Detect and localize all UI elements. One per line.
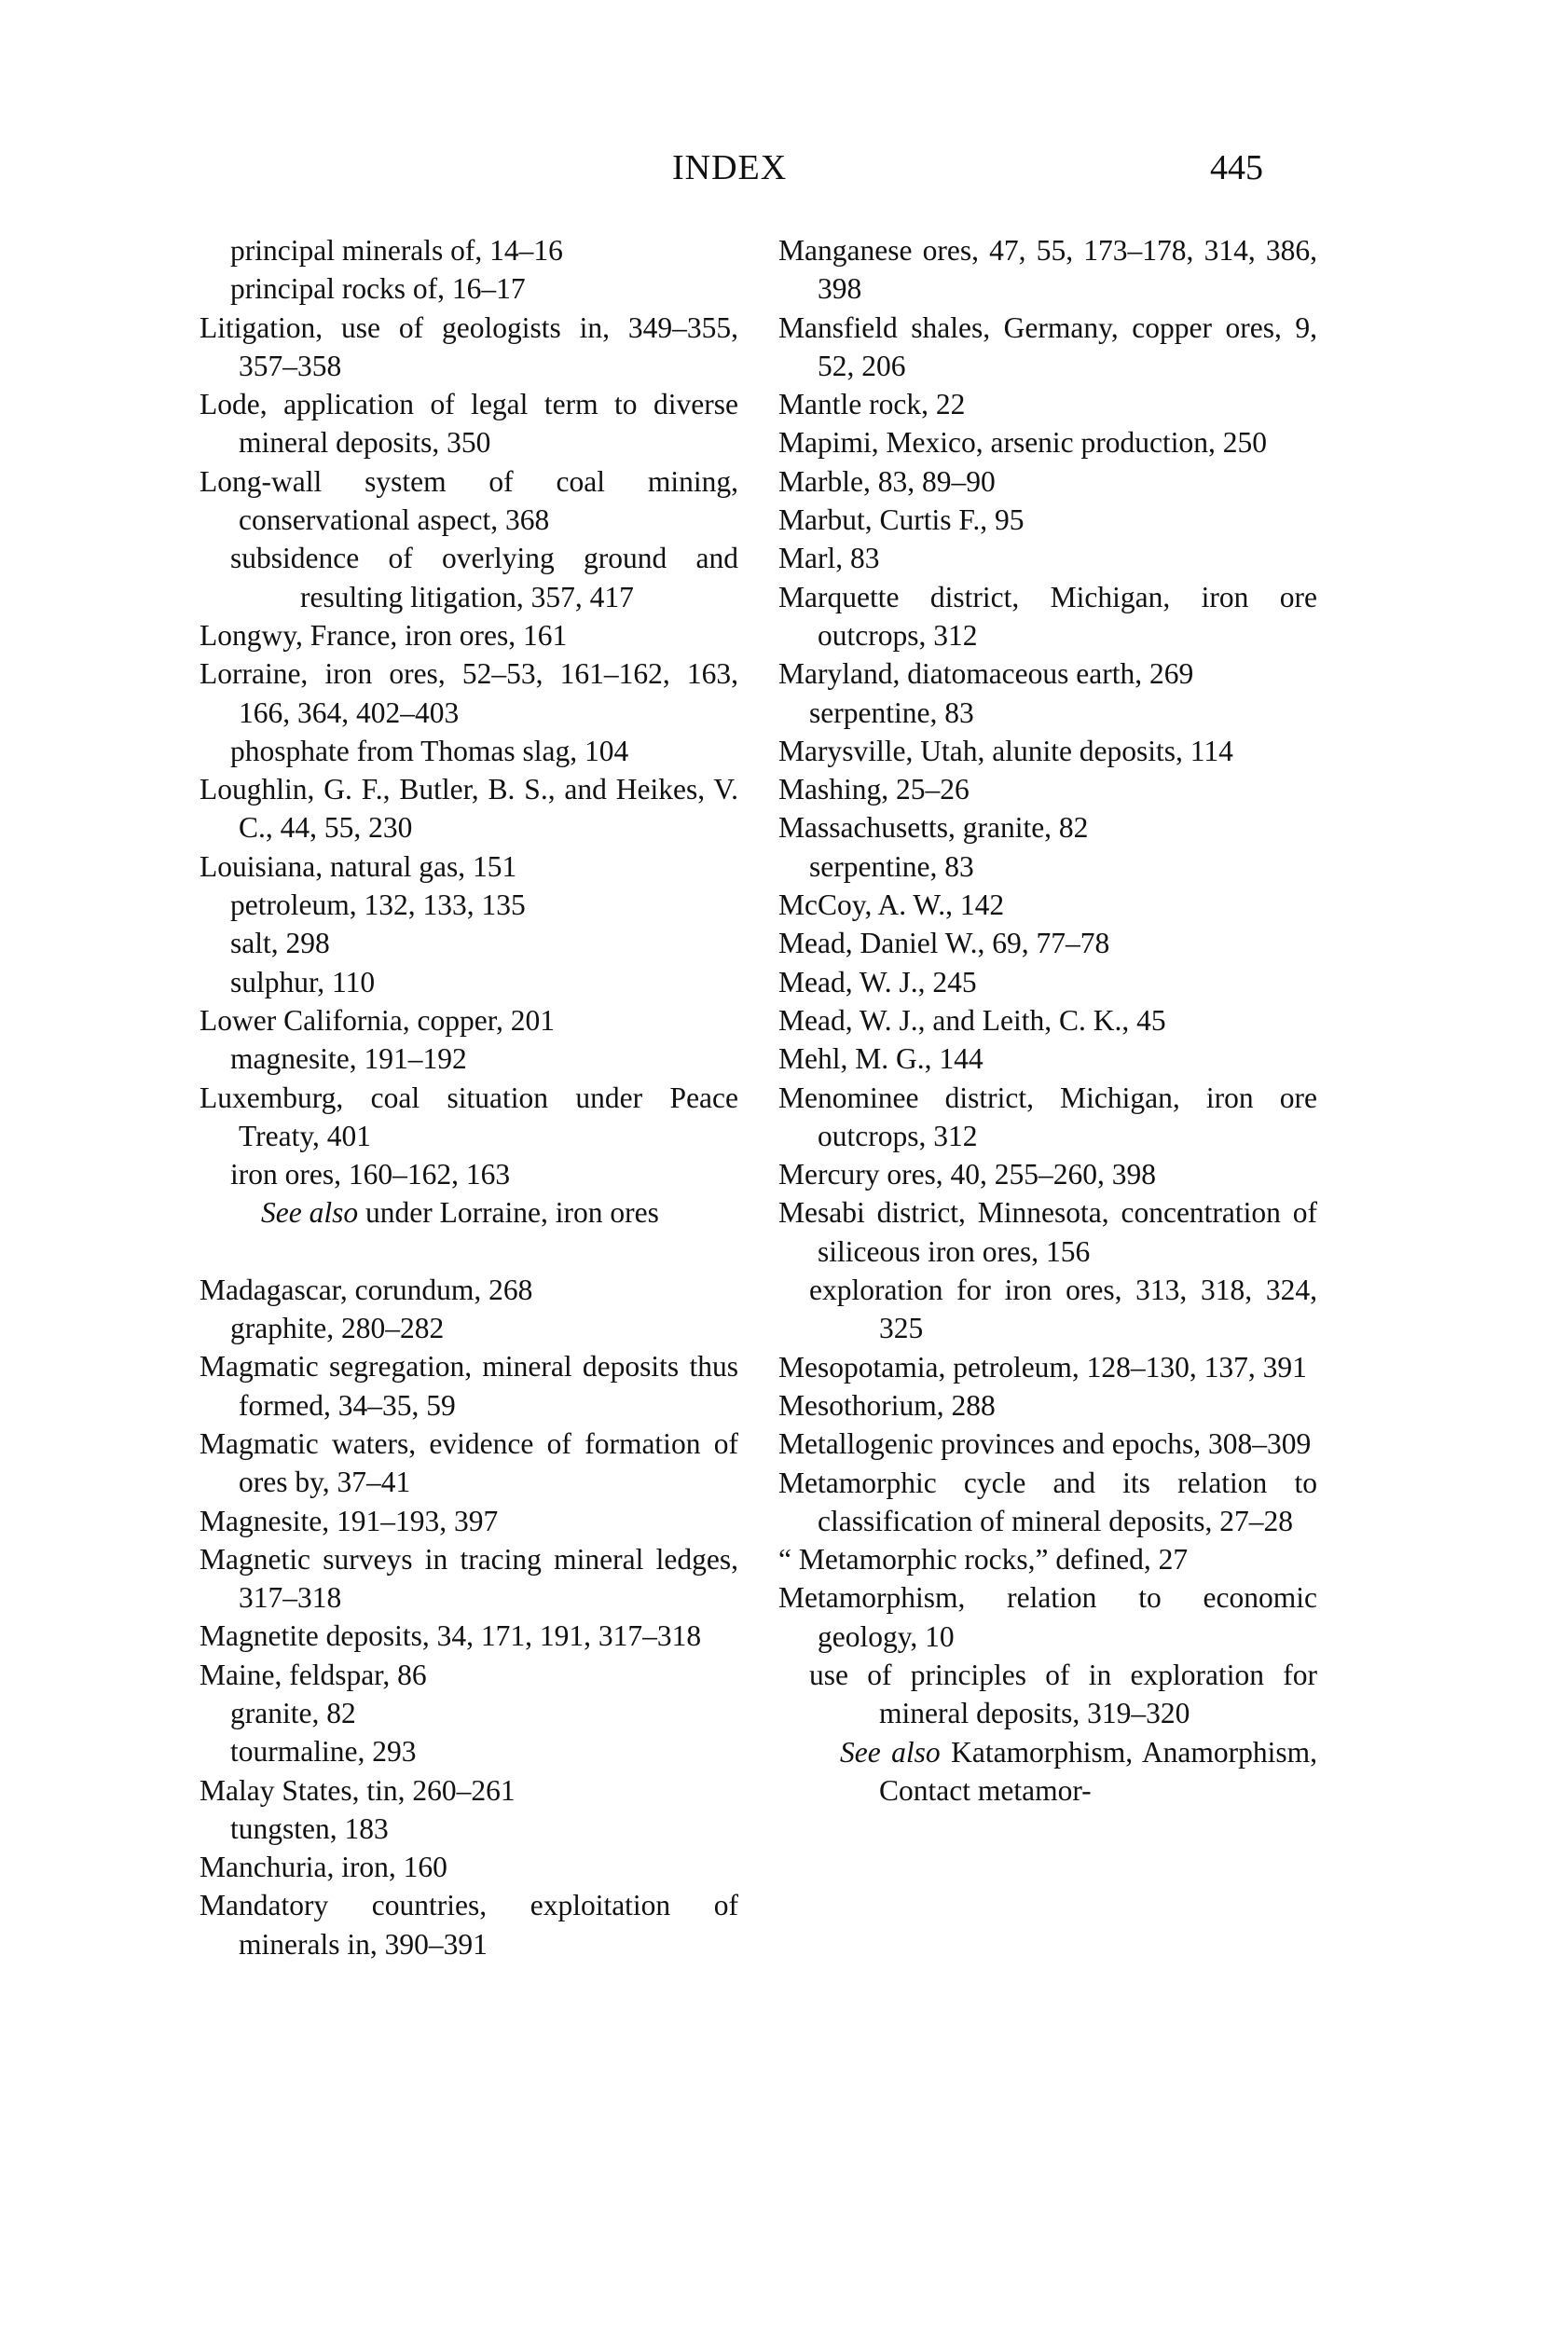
index-entry-text: Mansfield shales, Germany, copper ores, 9, 52, 206 xyxy=(778,310,1317,382)
index-entry-text: Mapimi, Mexico, arsenic production, 250 xyxy=(778,426,1268,460)
index-entry-text: principal minerals of, 14–16 xyxy=(230,234,563,267)
index-entry-text: Mesabi district, Minnesota, concentration of siliceous iron ores, 156 xyxy=(778,1196,1317,1268)
index-entry xyxy=(778,808,1317,847)
index-entry xyxy=(778,1155,1317,1193)
index-entry-text: Mead, W. J., 245 xyxy=(778,965,977,998)
index-entry xyxy=(199,1540,738,1618)
index-entry-text: principal rocks of, 16–17 xyxy=(230,272,526,306)
index-entry-text: graphite, 280–282 xyxy=(230,1312,445,1345)
index-entry xyxy=(199,924,738,962)
index-entry xyxy=(199,1810,738,1848)
index-entry-text: Magnetite deposits, 34, 171, 191, 317–318 xyxy=(199,1619,702,1653)
index-entry xyxy=(199,1656,738,1694)
index-entry xyxy=(199,269,738,308)
index-entry-text: petroleum, 132, 133, 135 xyxy=(230,888,526,922)
index-entry xyxy=(778,1540,1317,1578)
index-entry xyxy=(199,1309,738,1347)
index-entry-text: Mandatory countries, exploitation of minerals in, 390–391 xyxy=(199,1889,738,1961)
index-entry-text: tourmaline, 293 xyxy=(230,1735,417,1769)
index-entry-text: Mead, Daniel W., 69, 77–78 xyxy=(778,927,1110,960)
index-entry xyxy=(778,732,1317,770)
index-entry-text: serpentine, 83 xyxy=(809,849,974,883)
index-entry-text: Maine, feldspar, 86 xyxy=(199,1658,427,1691)
index-entry xyxy=(199,1617,738,1655)
index-entry xyxy=(199,309,738,386)
index-entry xyxy=(199,1155,738,1193)
index-entry-text: Manchuria, iron, 160 xyxy=(199,1851,447,1884)
index-entry xyxy=(778,539,1317,577)
index-entry-text: Marysville, Utah, alunite deposits, 114 xyxy=(778,734,1233,767)
index-entry xyxy=(778,1425,1317,1463)
index-entry xyxy=(778,1079,1317,1156)
index-entry-text: Litigation, use of geologists in, 349–355, 357–358 xyxy=(199,310,738,382)
index-column-left xyxy=(199,231,738,1963)
running-header xyxy=(0,147,1568,194)
index-entry xyxy=(199,886,738,924)
index-entry-text: Metallogenic provinces and epochs, 308–309 xyxy=(778,1427,1312,1461)
index-entry xyxy=(199,1079,738,1156)
index-entry xyxy=(199,1732,738,1770)
index-entry xyxy=(778,694,1317,732)
index-entry xyxy=(778,231,1317,309)
index-entry xyxy=(778,578,1317,655)
index-entry xyxy=(199,732,738,770)
index-entry xyxy=(199,1886,738,1963)
index-entry xyxy=(778,1464,1317,1541)
index-entry-text: Maryland, diatomaceous earth, 269 xyxy=(778,657,1194,691)
see-also-label: See also xyxy=(261,1196,359,1230)
index-entry-text: Marquette district, Michigan, iron ore outcrops, 312 xyxy=(778,580,1317,652)
index-entry xyxy=(199,963,738,1001)
index-entry xyxy=(778,309,1317,386)
index-entry-text: Massachusetts, granite, 82 xyxy=(778,811,1089,845)
index-entry xyxy=(778,423,1317,461)
index-entry xyxy=(778,1271,1317,1348)
index-entry-text: under Lorraine, iron ores xyxy=(358,1196,659,1230)
index-entry xyxy=(199,1347,738,1425)
index-entry-text: serpentine, 83 xyxy=(809,695,974,729)
index-entry xyxy=(199,1694,738,1732)
index-entry-text: Mesopotamia, petroleum, 128–130, 137, 391 xyxy=(778,1350,1307,1384)
index-entry-text: Magmatic waters, evidence of formation of ores by, 37–41 xyxy=(199,1426,738,1499)
index-entry xyxy=(199,1040,738,1078)
index-entry xyxy=(199,1425,738,1502)
index-entry-text: exploration for iron ores, 313, 318, 324, 325 xyxy=(809,1274,1317,1345)
index-entry-text: Long-wall system of coal mining, conservational aspect, 368 xyxy=(199,464,738,537)
index-entry-text: tungsten, 183 xyxy=(230,1811,389,1845)
index-entry xyxy=(778,654,1317,693)
index-entry-text: Loughlin, G. F., Butler, B. S., and Heikes, V. C., 44, 55, 230 xyxy=(199,773,738,845)
see-also-label: See also xyxy=(840,1735,941,1769)
index-entry-text: magnesite, 191–192 xyxy=(230,1042,467,1076)
index-entry-text: Metamorphic cycle and its relation to classification of mineral deposits, 27–28 xyxy=(778,1466,1317,1537)
index-entry-text: iron ores, 160–162, 163 xyxy=(230,1158,511,1191)
index-entry-text: granite, 82 xyxy=(230,1696,356,1729)
index-entry xyxy=(199,1502,738,1540)
index-entry-text: Longwy, France, iron ores, 161 xyxy=(199,618,568,652)
index-entry xyxy=(778,1386,1317,1425)
index-entry-text: McCoy, A. W., 142 xyxy=(778,888,1005,922)
index-entry xyxy=(778,1348,1317,1386)
index-entry-text: phosphate from Thomas slag, 104 xyxy=(230,734,629,767)
index-entry-text: “ Metamorphic rocks,” defined, 27 xyxy=(778,1543,1189,1577)
index-entry xyxy=(199,1271,738,1309)
index-entry xyxy=(778,385,1317,423)
index-entry xyxy=(778,1001,1317,1040)
index-entry xyxy=(199,616,738,654)
index-entry-text: Manganese ores, 47, 55, 173–178, 314, 386, 398 xyxy=(778,234,1317,306)
index-entry-text: salt, 298 xyxy=(230,927,330,960)
index-entry-text: Lorraine, iron ores, 52–53, 161–162, 163, 166, 364, 402–403 xyxy=(199,657,738,729)
index-entry-text: Lower California, copper, 201 xyxy=(199,1003,555,1037)
index-entry-text: Mesothorium, 288 xyxy=(778,1388,996,1422)
index-entry xyxy=(778,1040,1317,1078)
index-entry-text: Metamorphism, relation to economic geology, 10 xyxy=(778,1581,1317,1653)
index-entry-text: Marble, 83, 89–90 xyxy=(778,464,996,498)
index-entry-text: Magnetic surveys in tracing mineral ledges, 317–318 xyxy=(199,1542,738,1615)
index-entry xyxy=(199,1848,738,1886)
index-entry xyxy=(778,1193,1317,1271)
index-column-right xyxy=(778,231,1317,1810)
index-entry xyxy=(778,886,1317,924)
index-entry-text: Mantle rock, 22 xyxy=(778,388,966,421)
page-number: 445 xyxy=(1210,148,1263,187)
index-entry-text: Mead, W. J., and Leith, C. K., 45 xyxy=(778,1003,1166,1037)
index-entry xyxy=(778,1733,1317,1811)
index-entry xyxy=(199,385,738,462)
index-entry xyxy=(778,1578,1317,1656)
index-entry-text: Mashing, 25–26 xyxy=(778,773,970,806)
index-entry xyxy=(199,770,738,847)
index-entry xyxy=(199,462,738,540)
index-entry xyxy=(199,231,738,269)
index-entry xyxy=(199,1001,738,1040)
index-entry-text: Menominee district, Michigan, iron ore outcrops, 312 xyxy=(778,1081,1317,1152)
index-entry xyxy=(778,462,1317,501)
index-entry-text: Katamorphism, Anamorphism, Contact metamor- xyxy=(879,1735,1317,1807)
index-entry-text: Louisiana, natural gas, 151 xyxy=(199,849,517,883)
index-entry xyxy=(778,847,1317,886)
index-entry-text: Lode, application of legal term to diverse mineral deposits, 350 xyxy=(199,388,738,460)
index-entry-text: Magnesite, 191–193, 397 xyxy=(199,1504,499,1537)
index-entry-text: Magmatic segregation, mineral deposits thus formed, 34–35, 59 xyxy=(199,1350,738,1422)
page-title: INDEX xyxy=(672,148,788,187)
index-entry xyxy=(778,1656,1317,1733)
index-entry xyxy=(199,1193,738,1232)
index-entry-text: use of principles of in exploration for mineral deposits, 319–320 xyxy=(809,1658,1317,1730)
index-entry xyxy=(778,963,1317,1001)
index-entry-text: Madagascar, corundum, 268 xyxy=(199,1273,533,1306)
index-entry xyxy=(778,770,1317,808)
index-entry-text: Marl, 83 xyxy=(778,542,880,575)
index-entry xyxy=(778,501,1317,539)
index-entry xyxy=(199,654,738,732)
index-entry-text: Mehl, M. G., 144 xyxy=(778,1042,983,1076)
index-entry xyxy=(199,1771,738,1810)
index-entry xyxy=(778,924,1317,962)
index-entry-text: Mercury ores, 40, 255–260, 398 xyxy=(778,1158,1157,1191)
index-entry-text: Malay States, tin, 260–261 xyxy=(199,1773,516,1807)
index-entry-text: sulphur, 110 xyxy=(230,965,376,998)
index-entry-text: Marbut, Curtis F., 95 xyxy=(778,503,1025,537)
index-entry xyxy=(199,847,738,886)
index-entry xyxy=(199,539,738,616)
index-entry-text: Luxemburg, coal situation under Peace Treaty, 401 xyxy=(199,1081,738,1152)
index-entry-text: subsidence of overlying ground and resulting litigation, 357, 417 xyxy=(230,542,738,613)
